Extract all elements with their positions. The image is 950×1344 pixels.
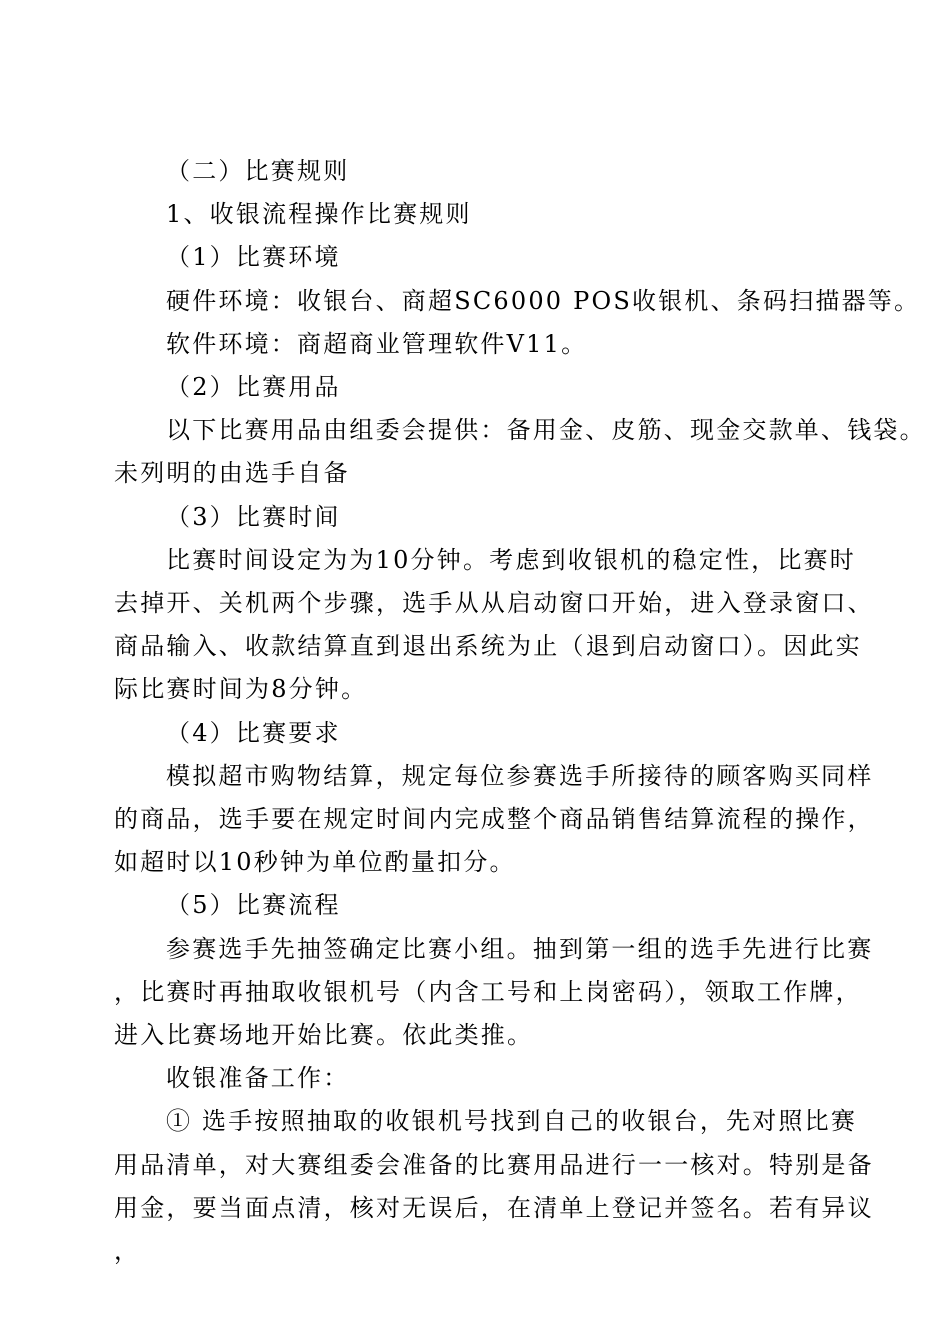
preparation-heading: 收银准备工作： — [166, 1064, 350, 1093]
rule-heading: 1、收银流程操作比赛规则 — [166, 200, 472, 229]
preparation-item-1: ① 选手按照抽取的收银机号找到自己的收银台，先对照比赛用品清单，对大赛组委会准备的比赛用品进行一一核对。特别是备用金，要当面点清，核对无误后，在清单上登记并签名。若有异议， — [114, 1107, 874, 1266]
section-heading: （二）比赛规则 — [166, 157, 350, 185]
requirements-heading: （4）比赛要求 — [166, 718, 341, 747]
flow-heading: （5）比赛流程 — [166, 891, 341, 920]
requirements-paragraph: 模拟超市购物结算，规定每位参赛选手所接待的顾客购买同样的商品，选手要在规定时间内完成整个商品销售结算流程的操作，如超时以10秒钟为单位酌量扣分。 — [114, 761, 874, 877]
document-body — [114, 150, 926, 1273]
time-heading: （3）比赛时间 — [166, 502, 341, 531]
flow-paragraph: 参赛选手先抽签确定比赛小组。抽到第一组的选手先进行比赛，比赛时再抽取收银机号（内含工号和上岗密码），领取工作牌，进入比赛场地开始比赛。依此类推。 — [114, 934, 874, 1050]
supplies-line-1: 以下比赛用品由组委会提供：备用金、皮筋、现金交款单、钱袋。 — [166, 416, 926, 445]
environment-heading: （1）比赛环境 — [166, 243, 341, 272]
supplies-line-2: 未列明的由选手自备 — [114, 459, 350, 488]
time-paragraph: 比赛时间设定为为10分钟。考虑到收银机的稳定性，比赛时去掉开、关机两个步骤，选手从从启动窗口开始，进入登录窗口、商品输入、收款结算直到退出系统为止（退到启动窗口）。因此实际比赛时间为8分钟。 — [114, 545, 874, 704]
software-line: 软件环境：商超商业管理软件V11。 — [166, 329, 588, 358]
hardware-line: 硬件环境：收银台、商超SC6000 POS收银机、条码扫描器等。 — [166, 286, 921, 315]
supplies-heading: （2）比赛用品 — [166, 373, 341, 402]
